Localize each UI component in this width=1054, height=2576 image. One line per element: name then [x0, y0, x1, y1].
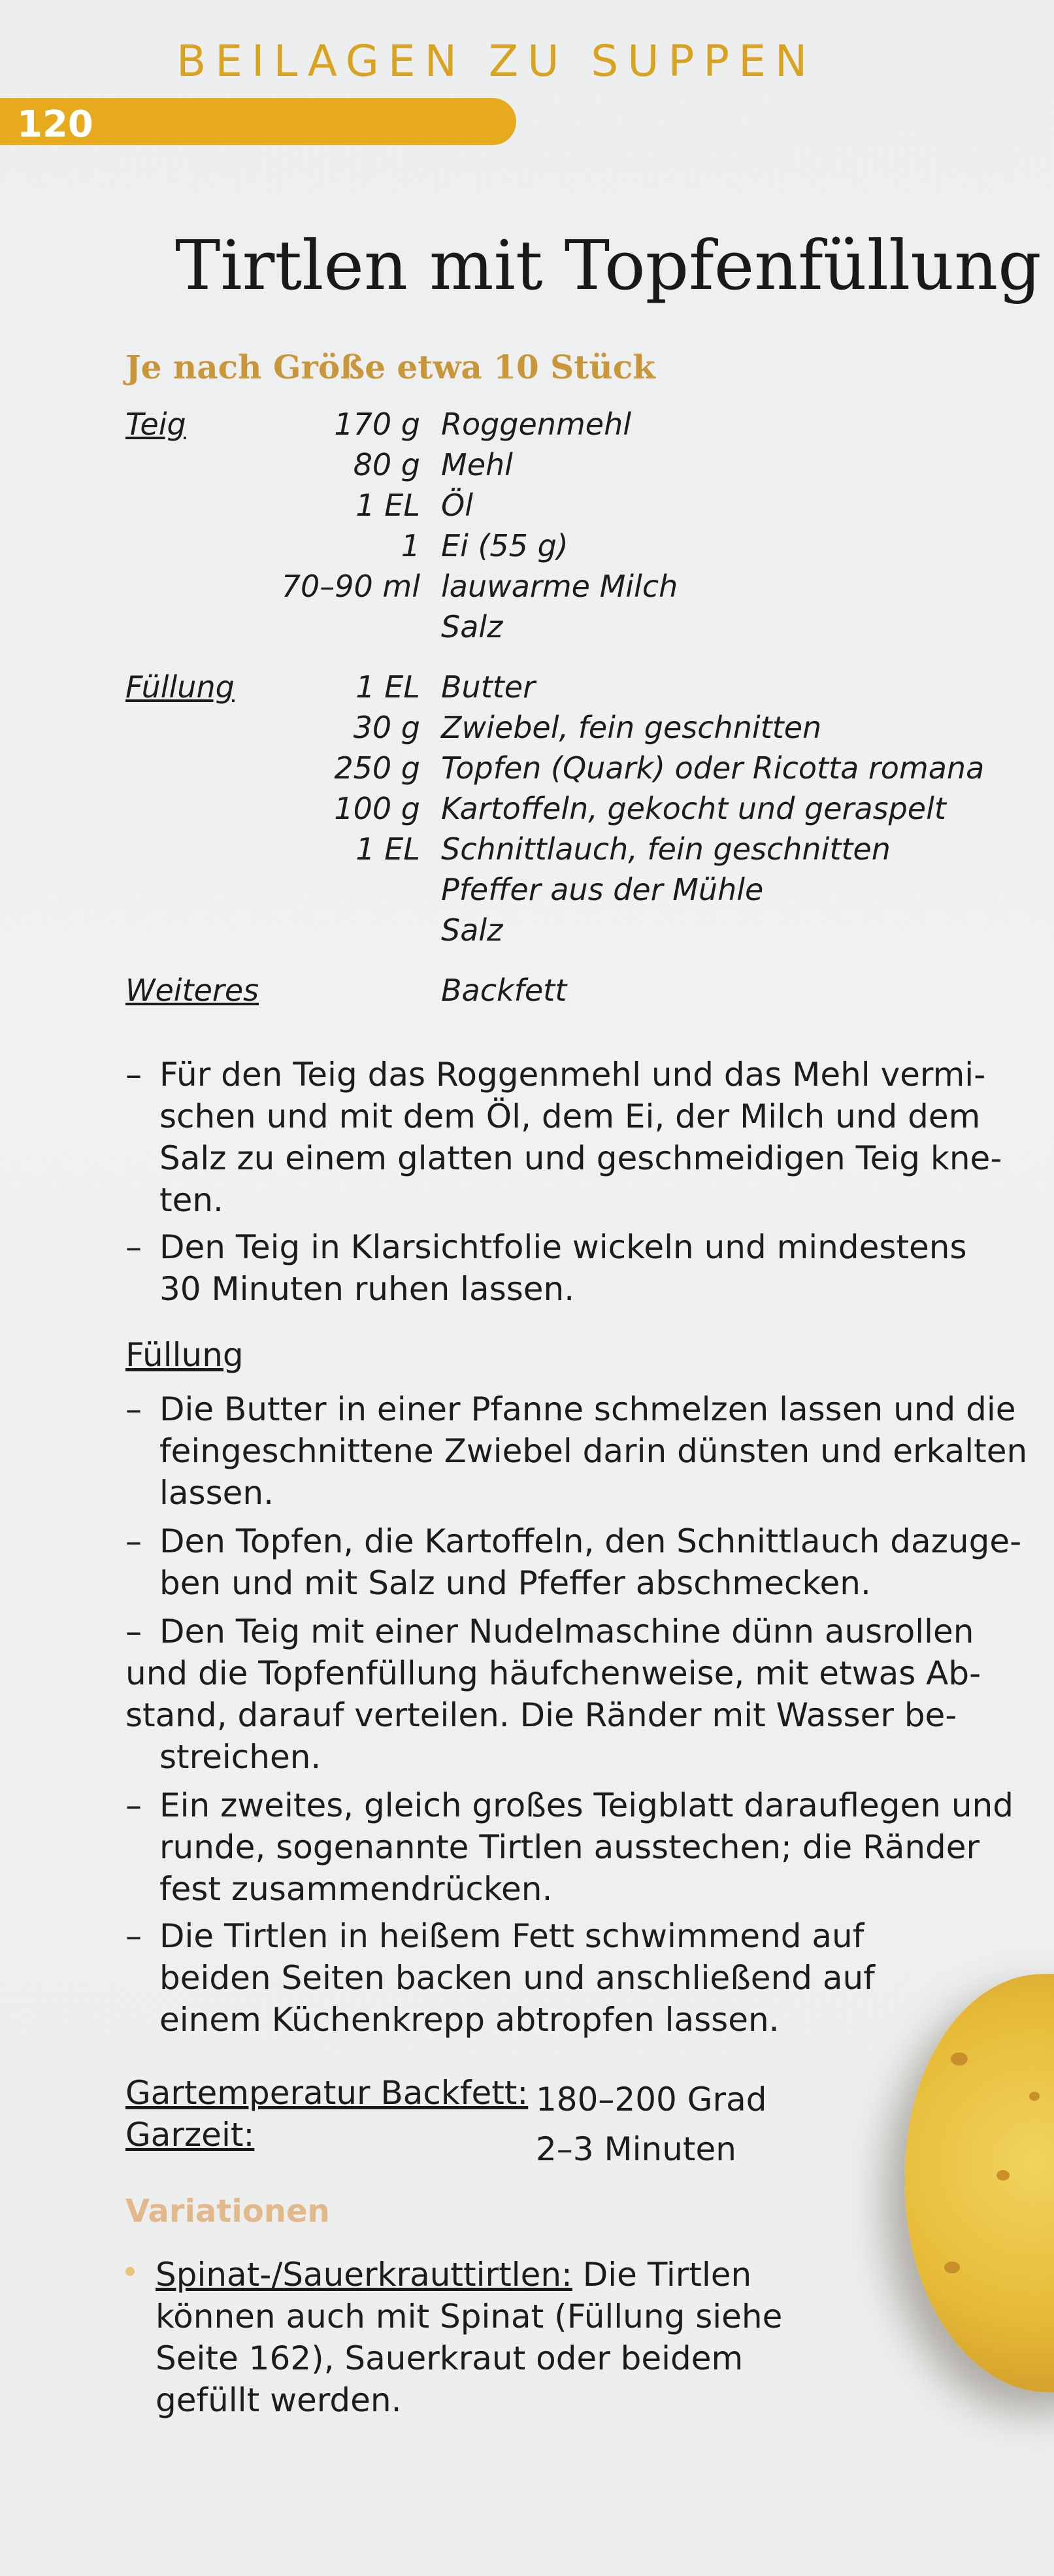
step-line: und die Topfenfüllung häufchenweise, mit etwas Ab- [125, 1654, 981, 1692]
step-line: lassen. [159, 1474, 274, 1512]
step-line: Den Teig in Klarsichtfolie wickeln und mindestens [159, 1228, 967, 1266]
ingredient-qty: 170 g [334, 407, 420, 442]
step-line: Den Topfen, die Kartoffeln, den Schnittlauch dazuge- [159, 1522, 1022, 1560]
ingredient-item: Schnittlauch, fein geschnitten [441, 831, 891, 867]
ingredient-section-weiteres: Weiteres [125, 973, 259, 1008]
variations-heading: Variationen [125, 2193, 330, 2230]
variation-name: Spinat-/Sauerkrauttirtlen: [156, 2256, 572, 2294]
bullet-icon [125, 2267, 135, 2276]
ingredient-qty: 250 g [334, 750, 420, 786]
step-dash: – [125, 1056, 142, 1094]
step-line: Den Teig mit einer Nudelmaschine dünn ausrollen [159, 1613, 974, 1650]
step-line: fest zusammendrücken. [159, 1870, 553, 1908]
recipe-yield: Je nach Größe etwa 10 Stück [125, 348, 655, 386]
step-line: beiden Seiten backen und anschließend auf [159, 1959, 875, 1997]
recipe-title: Tirtlen mit Topfenfüllung [175, 226, 1042, 305]
step-dash: – [125, 1613, 142, 1650]
variation-line: Seite 162), Sauerkraut oder beidem [156, 2339, 744, 2377]
step-line: feingeschnittene Zwiebel darin dünsten und erkalten [159, 1432, 1028, 1470]
crumb [996, 2170, 1010, 2181]
ingredient-qty: 1 EL [355, 831, 420, 867]
ingredient-item: Backfett [441, 973, 567, 1008]
ingredient-item: Pfeffer aus der Mühle [441, 872, 764, 907]
ingredient-item: Mehl [441, 447, 513, 482]
step-line: ben und mit Salz und Pfeffer abschmecken. [159, 1564, 871, 1602]
ingredient-section-teig: Teig [125, 407, 186, 442]
step-dash: – [125, 1786, 142, 1824]
ingredient-item: Salz [441, 912, 503, 948]
variation-text [156, 2254, 751, 2296]
ingredient-qty: 1 EL [355, 669, 420, 705]
ingredient-item: Butter [441, 669, 535, 705]
step-dash: – [125, 1228, 142, 1266]
running-header: BEILAGEN ZU SUPPEN [176, 36, 817, 86]
step-line: Salz zu einem glatten und geschmeidigen Teig kne- [159, 1139, 1002, 1177]
ingredient-qty: 70–90 ml [281, 569, 420, 604]
tirtlen-photo [905, 1974, 1054, 2392]
temperature-label: Gartemperatur Backfett: [125, 2074, 529, 2112]
ingredient-qty: 1 EL [355, 488, 420, 523]
variation-line: gefüllt werden. [156, 2381, 402, 2419]
step-line: streichen. [159, 1738, 321, 1776]
variation-line: können auch mit Spinat (Füllung siehe [156, 2298, 783, 2335]
subsection-heading: Füllung [125, 1336, 244, 1374]
step-dash: – [125, 1390, 142, 1428]
ingredient-item: Öl [441, 488, 473, 523]
step-line: Für den Teig das Roggenmehl und das Mehl vermi- [159, 1056, 986, 1094]
variation-line: Die Tirtlen [572, 2256, 752, 2294]
ingredient-item: Ei (55 g) [441, 528, 568, 563]
ingredient-qty: 100 g [334, 791, 420, 826]
step-line: schen und mit dem Öl, dem Ei, der Milch und dem [159, 1097, 981, 1135]
ingredient-item: Topfen (Quark) oder Ricotta romana [441, 750, 985, 786]
crumb [1029, 2092, 1040, 2101]
ingredient-item: Zwiebel, fein geschnitten [441, 710, 822, 745]
crumb [944, 2262, 960, 2273]
step-line: ten. [159, 1181, 223, 1219]
ingredient-item: Roggenmehl [441, 407, 632, 442]
ingredient-item: Salz [441, 609, 503, 644]
ingredient-qty: 30 g [353, 710, 420, 745]
step-line: Ein zweites, gleich großes Teigblatt darauflegen und [159, 1786, 1013, 1824]
crumb [951, 2052, 968, 2066]
step-line: Die Tirtlen in heißem Fett schwimmend auf [159, 1917, 865, 1955]
step-dash: – [125, 1522, 142, 1560]
step-line: einem Küchenkrepp abtropfen lassen. [159, 2001, 780, 2039]
step-line: Die Butter in einer Pfanne schmelzen lassen und die [159, 1390, 1016, 1428]
step-line: stand, darauf verteilen. Die Ränder mit Wasser be- [125, 1696, 957, 1734]
temperature-value: 180–200 Grad [536, 2081, 767, 2118]
step-line: 30 Minuten ruhen lassen. [159, 1270, 575, 1308]
step-line: runde, sogenannte Tirtlen ausstechen; die Ränder [159, 1828, 980, 1866]
step-dash: – [125, 1917, 142, 1955]
ingredient-qty: 1 [401, 528, 420, 563]
ingredient-item: lauwarme Milch [441, 569, 678, 604]
ingredient-item: Kartoffeln, gekocht und geraspelt [441, 791, 946, 826]
cooking-time-value: 2–3 Minuten [536, 2130, 736, 2168]
page-number: 120 [17, 103, 93, 146]
ingredient-qty: 80 g [353, 447, 420, 482]
cooking-time-label: Garzeit: [125, 2116, 255, 2154]
ingredient-section-fuellung: Füllung [125, 669, 235, 705]
